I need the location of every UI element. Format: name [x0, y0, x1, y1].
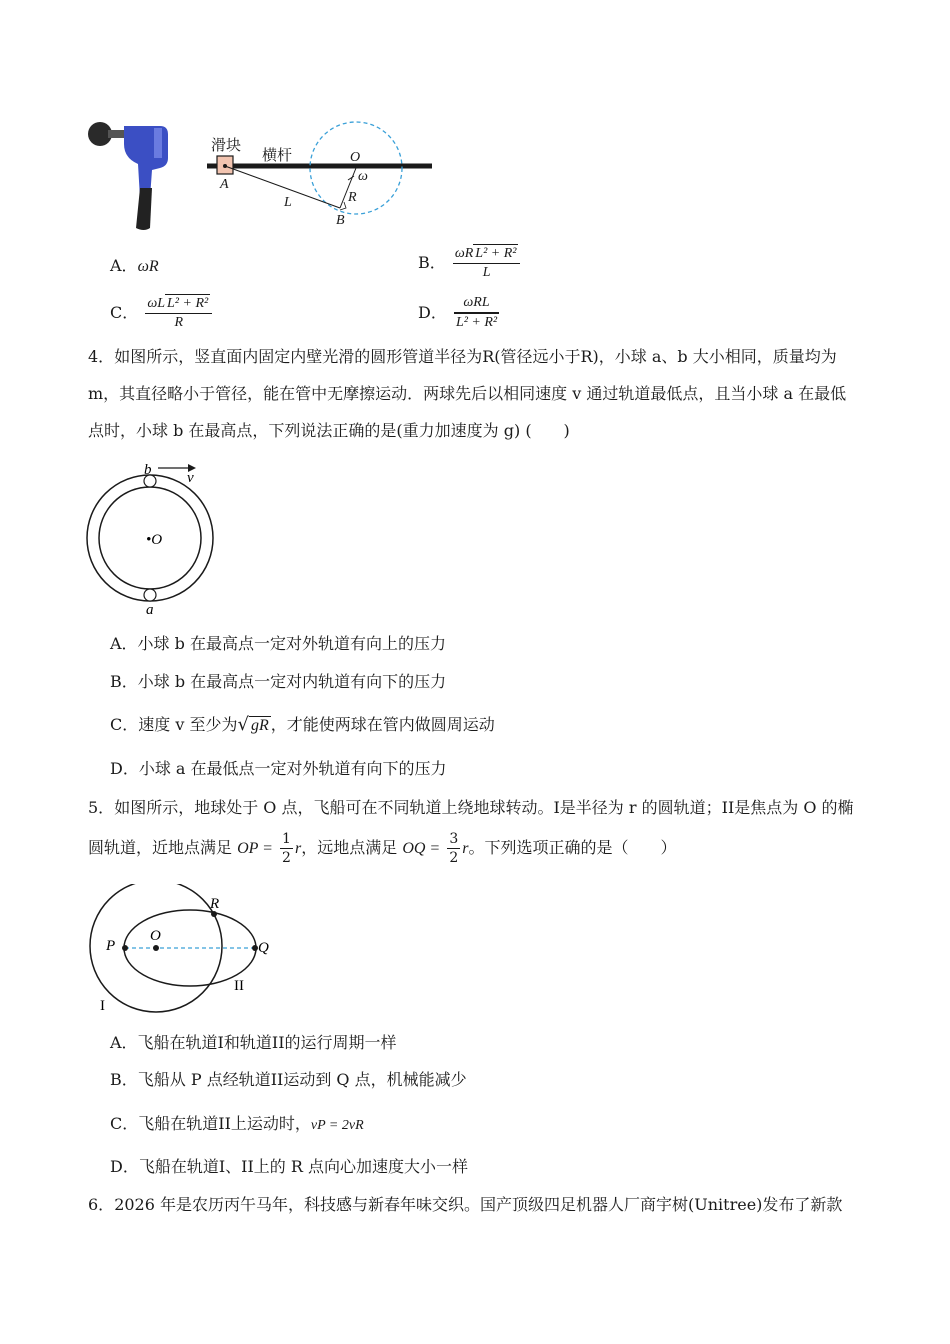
svg-text:ω: ω	[358, 169, 368, 184]
svg-text:I: I	[100, 998, 105, 1014]
q4-stem: 4．如图所示，竖直面内固定内壁光滑的圆形管道半径为R(管径远小于R)，小球 a、b 大小相同，质量均为 m，其直径略小于管径，能在管中无摩擦运动．两球先后以相同速度 v 通过轨道最低点，且当小球 a 在最低 点时，小球 b 在最高点，下列说法正确的是(重力加速度为 g) ( )	[88, 347, 847, 440]
point-O	[153, 945, 159, 951]
svg-text:O: O	[350, 150, 361, 165]
point-P	[122, 945, 128, 951]
q3-option-d: D． $\frac{\text{ωRL}}{\text{L² + R²}}$	[418, 295, 498, 330]
svg-text:a: a	[146, 602, 154, 618]
svg-text:Q: Q	[258, 940, 269, 956]
ball-a	[144, 589, 156, 601]
svg-text:L: L	[284, 195, 292, 210]
massage-gun-image	[88, 122, 168, 230]
q5-orbit-diagram	[88, 884, 288, 1014]
q5-stem-line1: 5．如图所示，地球处于 O 点，飞船可在不同轨道上绕地球转动。I是半径为 r 的圆轨道；II是焦点为 O 的椭	[88, 798, 854, 817]
q4-option-d: D．小球 a 在最低点一定对外轨道有向下的压力	[110, 759, 447, 778]
rod-AB	[225, 166, 340, 208]
q6-stem: 6．2026 年是农历丙午马年，科技感与新春年味交织。国产顶级四足机器人厂商宇树(Unitree)发布了新款	[88, 1195, 843, 1214]
svg-text:A: A	[220, 177, 229, 192]
q5-option-d: D．飞船在轨道I、II上的 R 点向心加速度大小一样	[110, 1157, 469, 1176]
q4-figure	[84, 458, 224, 618]
q3-option-b: B． $\frac{\text{ωR L² + R²}}{L}$	[418, 244, 522, 282]
q3-option-c: C． $\frac{\text{ωL L² + R²}}{R}$	[110, 294, 214, 332]
q5-option-b: B．飞船从 P 点经轨道II运动到 Q 点，机械能减少	[110, 1070, 467, 1089]
q4-option-c: C．速度 v 至少为√ gR ，才能使两球在管内做圆周运动	[110, 714, 495, 735]
q5-stem-line2: 圆轨道，近地点满足 OP = $\frac{1}{2}$ r，远地点满足 OQ = $\frac{3}{2}$ r。下列选项正确的是（ ）	[88, 831, 677, 866]
q4-tube-diagram	[84, 458, 224, 618]
q5-option-a: A．飞船在轨道I和轨道II的运行周期一样	[110, 1033, 397, 1052]
q5-figure	[88, 884, 288, 1014]
svg-text:O: O	[150, 928, 161, 944]
svg-text:P: P	[106, 938, 116, 954]
q3-option-a: A．ωR	[110, 256, 159, 275]
svg-text:II: II	[234, 978, 244, 994]
q3-diagram-svg	[80, 118, 440, 238]
q4-option-b: B．小球 b 在最高点一定对内轨道有向下的压力	[110, 672, 447, 691]
q5-option-c: C．飞船在轨道II上运动时，vP = 2vR	[110, 1114, 364, 1133]
svg-text:•O: •O	[146, 532, 163, 548]
q3-figure	[80, 118, 440, 238]
bar-label: 横杆	[262, 148, 293, 164]
slider-label: 滑块	[211, 138, 242, 154]
svg-text:R: R	[210, 896, 220, 912]
q4-option-a: A．小球 b 在最高点一定对外轨道有向上的压力	[110, 634, 446, 653]
svg-text:R: R	[348, 190, 357, 205]
svg-text:B: B	[336, 213, 345, 228]
svg-text:b: b	[144, 462, 152, 478]
svg-text:v: v	[187, 470, 194, 486]
